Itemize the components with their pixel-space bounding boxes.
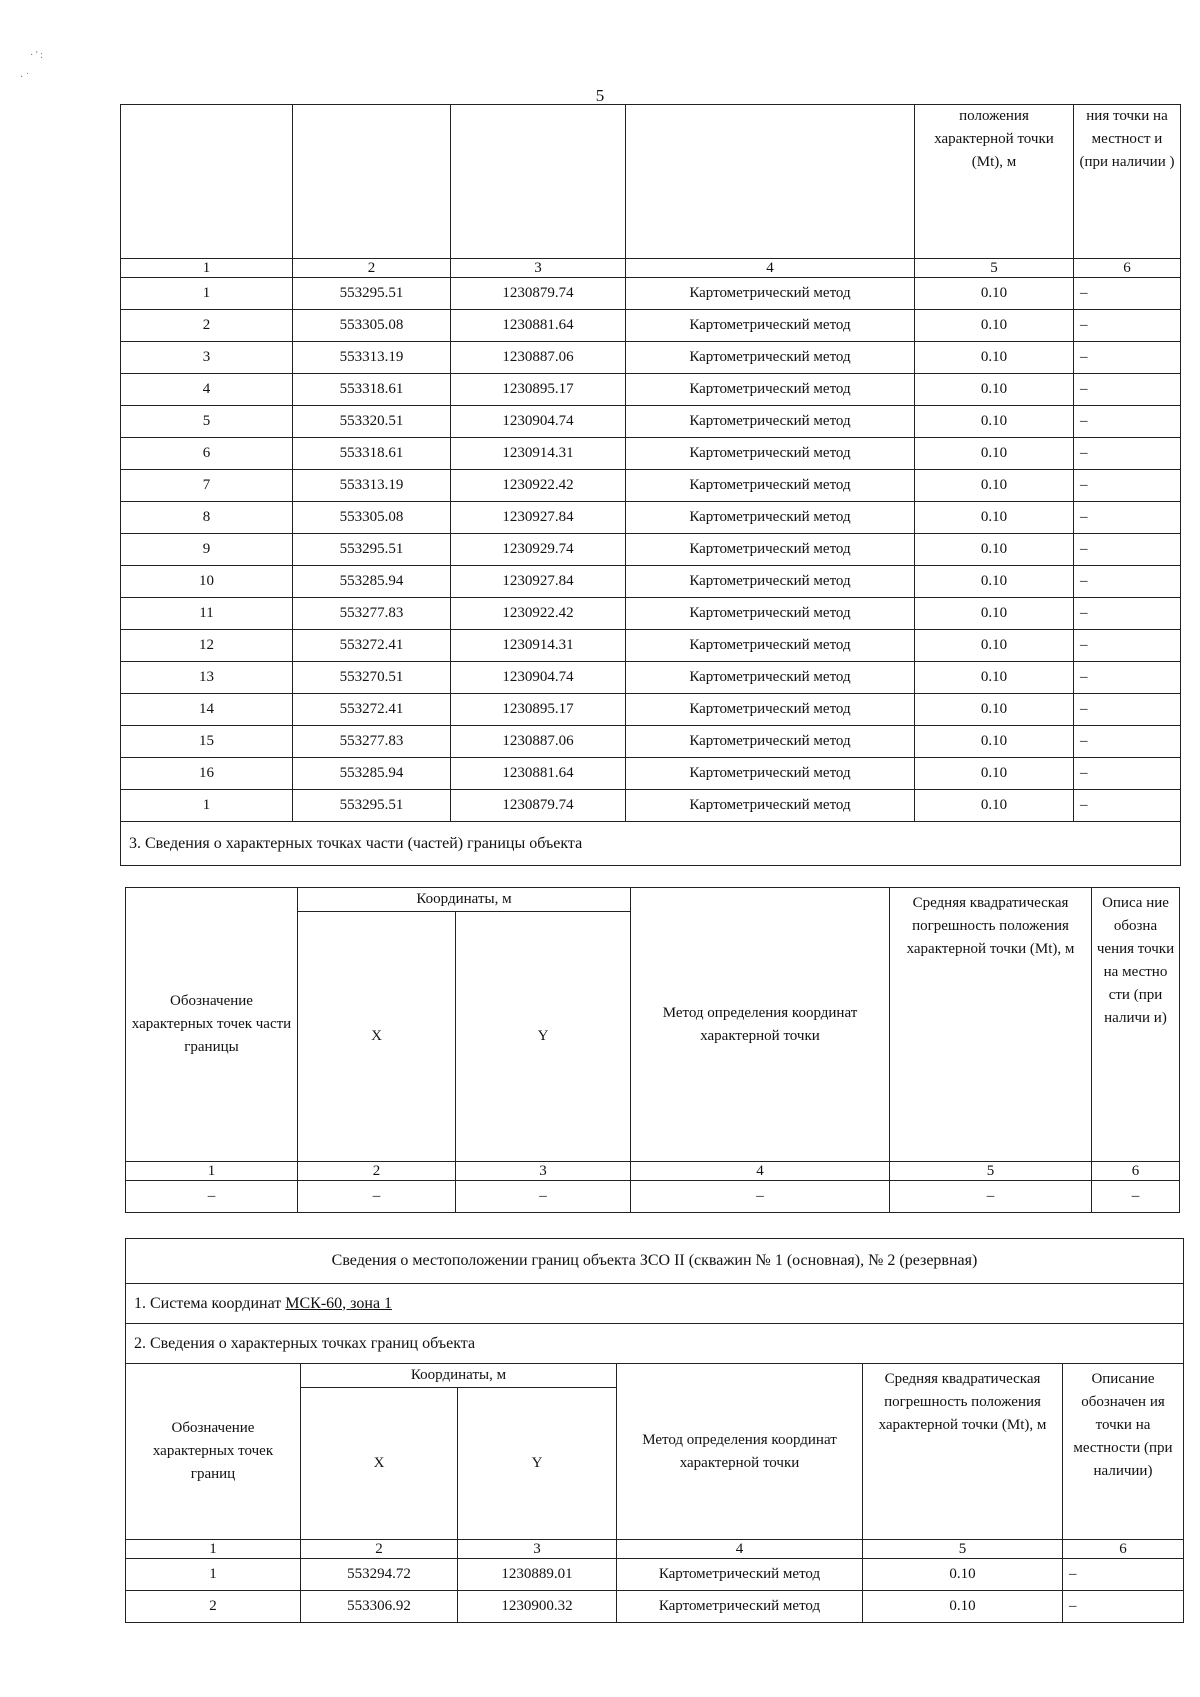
method-cell: Картометрический метод: [626, 502, 915, 534]
y-cell: 1230887.06: [451, 726, 626, 758]
point-number-cell: 8: [121, 502, 293, 534]
error-cell: 0.10: [863, 1559, 1063, 1591]
col1-header: Обозначение характерных точек части границы: [126, 888, 298, 1162]
description-cell: –: [1074, 662, 1181, 694]
point-number-cell: 11: [121, 598, 293, 630]
coord-system: [126, 1284, 1184, 1324]
error-cell: 0.10: [915, 374, 1074, 406]
table-row: [121, 374, 1181, 406]
column-numbers-row: [126, 1162, 1180, 1181]
section3-title: 3. Сведения о характерных точках части (частей) границы объекта: [121, 822, 1181, 866]
column-number: 6: [1063, 1540, 1184, 1559]
y-cell: 1230879.74: [451, 278, 626, 310]
point-number-cell: 2: [126, 1591, 301, 1623]
method-cell: Картометрический метод: [626, 470, 915, 502]
x-cell: 553305.08: [293, 502, 451, 534]
error-cell: 0.10: [915, 342, 1074, 374]
point-number-cell: 1: [121, 790, 293, 822]
column-number: 5: [863, 1540, 1063, 1559]
error-cell: 0.10: [915, 310, 1074, 342]
error-cell: 0.10: [915, 438, 1074, 470]
description-cell: –: [1074, 374, 1181, 406]
description-cell: –: [1063, 1559, 1184, 1591]
method-cell: Картометрический метод: [626, 566, 915, 598]
point-number-cell: 4: [121, 374, 293, 406]
table-row: [121, 438, 1181, 470]
error-cell: 0.10: [915, 566, 1074, 598]
error-cell: 0.10: [915, 406, 1074, 438]
point-number-cell: 3: [121, 342, 293, 374]
zso-ii-boundary-table: [125, 1238, 1184, 1623]
x-cell: 553306.92: [301, 1591, 458, 1623]
x-cell: 553270.51: [293, 662, 451, 694]
error-cell: 0.10: [915, 470, 1074, 502]
empty-cell: –: [298, 1181, 456, 1213]
empty-cell: –: [631, 1181, 890, 1213]
description-cell: –: [1074, 470, 1181, 502]
method-cell: Картометрический метод: [626, 630, 915, 662]
y-header: Y: [458, 1388, 617, 1540]
method-cell: Картометрический метод: [626, 662, 915, 694]
x-cell: 553294.72: [301, 1559, 458, 1591]
error-cell: 0.10: [915, 502, 1074, 534]
column-numbers-row: [126, 1540, 1184, 1559]
description-cell: –: [1074, 342, 1181, 374]
x-cell: 553277.83: [293, 726, 451, 758]
section3-title-row: [121, 822, 1181, 866]
method-cell: Картометрический метод: [626, 598, 915, 630]
method-cell: Картометрический метод: [626, 726, 915, 758]
column-number: 2: [293, 259, 451, 278]
description-cell: –: [1074, 278, 1181, 310]
table-row: [121, 790, 1181, 822]
x-cell: 553313.19: [293, 342, 451, 374]
error-cell: 0.10: [915, 758, 1074, 790]
y-cell: 1230922.42: [451, 470, 626, 502]
x-cell: 553313.19: [293, 470, 451, 502]
boundary-points-table: [120, 104, 1181, 866]
method-cell: Картометрический метод: [617, 1559, 863, 1591]
error-header: Средняя квадратическая погрешность положения характерной точки (Mt), м: [890, 888, 1092, 1162]
y-cell: 1230881.64: [451, 758, 626, 790]
method-cell: Картометрический метод: [617, 1591, 863, 1623]
method-cell: Картометрический метод: [626, 534, 915, 566]
description-cell: –: [1074, 694, 1181, 726]
table-row: [121, 694, 1181, 726]
column-number: 6: [1092, 1162, 1180, 1181]
x-cell: 553285.94: [293, 566, 451, 598]
table-row: [121, 278, 1181, 310]
table-row: [121, 502, 1181, 534]
y-cell: 1230881.64: [451, 310, 626, 342]
point-number-cell: 1: [126, 1559, 301, 1591]
point-number-cell: 13: [121, 662, 293, 694]
method-header: Метод определения координат характерной точки: [631, 888, 890, 1162]
y-cell: 1230879.74: [451, 790, 626, 822]
empty-cell: –: [1092, 1181, 1180, 1213]
point-number-cell: 12: [121, 630, 293, 662]
point-number-cell: 7: [121, 470, 293, 502]
error-cell: 0.10: [915, 534, 1074, 566]
column-number: 2: [301, 1540, 458, 1559]
scan-speck: · ˙: [20, 72, 30, 83]
point-number-cell: 2: [121, 310, 293, 342]
y-cell: 1230914.31: [451, 438, 626, 470]
header-continuation-row: [121, 105, 1181, 259]
error-cell: 0.10: [915, 790, 1074, 822]
column-number: 5: [915, 259, 1074, 278]
col1-header: Обозначение характерных точек границ: [126, 1364, 301, 1540]
section2-title: 2. Сведения о характерных точках границ объекта: [126, 1324, 1184, 1364]
coords-header: Координаты, м: [298, 888, 631, 912]
column-number: 4: [631, 1162, 890, 1181]
x-cell: 553318.61: [293, 374, 451, 406]
table-row: [121, 406, 1181, 438]
header-error-cont: положения характерной точки (Mt), м: [915, 105, 1074, 259]
empty-row: [126, 1181, 1180, 1213]
description-cell: –: [1074, 406, 1181, 438]
x-cell: 553272.41: [293, 694, 451, 726]
description-cell: –: [1074, 438, 1181, 470]
column-number: 4: [626, 259, 915, 278]
table-row: [121, 630, 1181, 662]
coord-system-value: МСК-60, зона 1: [285, 1294, 393, 1312]
method-cell: Картометрический метод: [626, 406, 915, 438]
y-cell: 1230887.06: [451, 342, 626, 374]
column-number: 3: [451, 259, 626, 278]
y-cell: 1230900.32: [458, 1591, 617, 1623]
error-header: Средняя квадратическая погрешность положения характерной точки (Mt), м: [863, 1364, 1063, 1540]
table-row: [121, 470, 1181, 502]
coords-header: Координаты, м: [301, 1364, 617, 1388]
x-cell: 553295.51: [293, 278, 451, 310]
y-cell: 1230929.74: [451, 534, 626, 566]
method-cell: Картометрический метод: [626, 278, 915, 310]
table-row: [121, 310, 1181, 342]
empty-cell: –: [456, 1181, 631, 1213]
table-row: [121, 758, 1181, 790]
y-cell: 1230927.84: [451, 566, 626, 598]
x-cell: 553285.94: [293, 758, 451, 790]
description-cell: –: [1074, 630, 1181, 662]
description-cell: –: [1074, 310, 1181, 342]
table-title: Сведения о местоположении границ объекта ЗСО II (скважин № 1 (основная), № 2 (резервная): [126, 1239, 1184, 1284]
column-number: 6: [1074, 259, 1181, 278]
error-cell: 0.10: [915, 694, 1074, 726]
table-row: [121, 598, 1181, 630]
desc-header: Описание обозначен ия точки на местности (при наличии): [1063, 1364, 1184, 1540]
part-boundary-points-table: [125, 887, 1180, 1213]
method-cell: Картометрический метод: [626, 758, 915, 790]
page-number: 5: [595, 86, 605, 105]
table-row: [121, 566, 1181, 598]
x-cell: 553272.41: [293, 630, 451, 662]
description-cell: –: [1074, 566, 1181, 598]
x-cell: 553295.51: [293, 790, 451, 822]
column-number: 5: [890, 1162, 1092, 1181]
x-cell: 553305.08: [293, 310, 451, 342]
y-header: Y: [456, 912, 631, 1162]
description-cell: –: [1063, 1591, 1184, 1623]
column-number: 2: [298, 1162, 456, 1181]
y-cell: 1230927.84: [451, 502, 626, 534]
y-cell: 1230904.74: [451, 662, 626, 694]
point-number-cell: 16: [121, 758, 293, 790]
y-cell: 1230922.42: [451, 598, 626, 630]
table-row: [121, 534, 1181, 566]
y-cell: 1230904.74: [451, 406, 626, 438]
header-desc-cont: ния точки на местност и (при наличии ): [1074, 105, 1181, 259]
y-cell: 1230895.17: [451, 374, 626, 406]
point-number-cell: 1: [121, 278, 293, 310]
section2-title-row: [126, 1324, 1184, 1364]
error-cell: 0.10: [863, 1591, 1063, 1623]
x-cell: 553295.51: [293, 534, 451, 566]
empty-cell: –: [126, 1181, 298, 1213]
desc-header: Описа ние обозна чения точки на местно сти (при наличи и): [1092, 888, 1180, 1162]
y-cell: 1230889.01: [458, 1559, 617, 1591]
column-number: 1: [126, 1162, 298, 1181]
empty-cell: –: [890, 1181, 1092, 1213]
x-header: X: [298, 912, 456, 1162]
error-cell: 0.10: [915, 662, 1074, 694]
point-number-cell: 15: [121, 726, 293, 758]
description-cell: –: [1074, 726, 1181, 758]
point-number-cell: 9: [121, 534, 293, 566]
table-title-row: [126, 1239, 1184, 1284]
table-row: [121, 662, 1181, 694]
error-cell: 0.10: [915, 278, 1074, 310]
description-cell: –: [1074, 534, 1181, 566]
description-cell: –: [1074, 598, 1181, 630]
table-row: [121, 342, 1181, 374]
column-number: 4: [617, 1540, 863, 1559]
error-cell: 0.10: [915, 726, 1074, 758]
method-header: Метод определения координат характерной точки: [617, 1364, 863, 1540]
error-cell: 0.10: [915, 630, 1074, 662]
method-cell: Картометрический метод: [626, 438, 915, 470]
error-cell: 0.10: [915, 598, 1074, 630]
column-number: 3: [456, 1162, 631, 1181]
description-cell: –: [1074, 758, 1181, 790]
method-cell: Картометрический метод: [626, 694, 915, 726]
column-number: 3: [458, 1540, 617, 1559]
x-cell: 553320.51: [293, 406, 451, 438]
x-header: X: [301, 1388, 458, 1540]
method-cell: Картометрический метод: [626, 342, 915, 374]
column-number: 1: [126, 1540, 301, 1559]
coord-system-label: 1. Система координат: [134, 1294, 286, 1312]
point-number-cell: 10: [121, 566, 293, 598]
column-number: 1: [121, 259, 293, 278]
point-number-cell: 14: [121, 694, 293, 726]
table-row: [126, 1559, 1184, 1591]
method-cell: Картометрический метод: [626, 374, 915, 406]
column-numbers-row: [121, 259, 1181, 278]
table-row: [126, 1591, 1184, 1623]
point-number-cell: 5: [121, 406, 293, 438]
x-cell: 553318.61: [293, 438, 451, 470]
y-cell: 1230914.31: [451, 630, 626, 662]
coord-system-row: [126, 1284, 1184, 1324]
method-cell: Картометрический метод: [626, 790, 915, 822]
table-row: [121, 726, 1181, 758]
x-cell: 553277.83: [293, 598, 451, 630]
y-cell: 1230895.17: [451, 694, 626, 726]
scan-speck: · ' :: [30, 50, 43, 61]
method-cell: Картометрический метод: [626, 310, 915, 342]
point-number-cell: 6: [121, 438, 293, 470]
description-cell: –: [1074, 502, 1181, 534]
description-cell: –: [1074, 790, 1181, 822]
